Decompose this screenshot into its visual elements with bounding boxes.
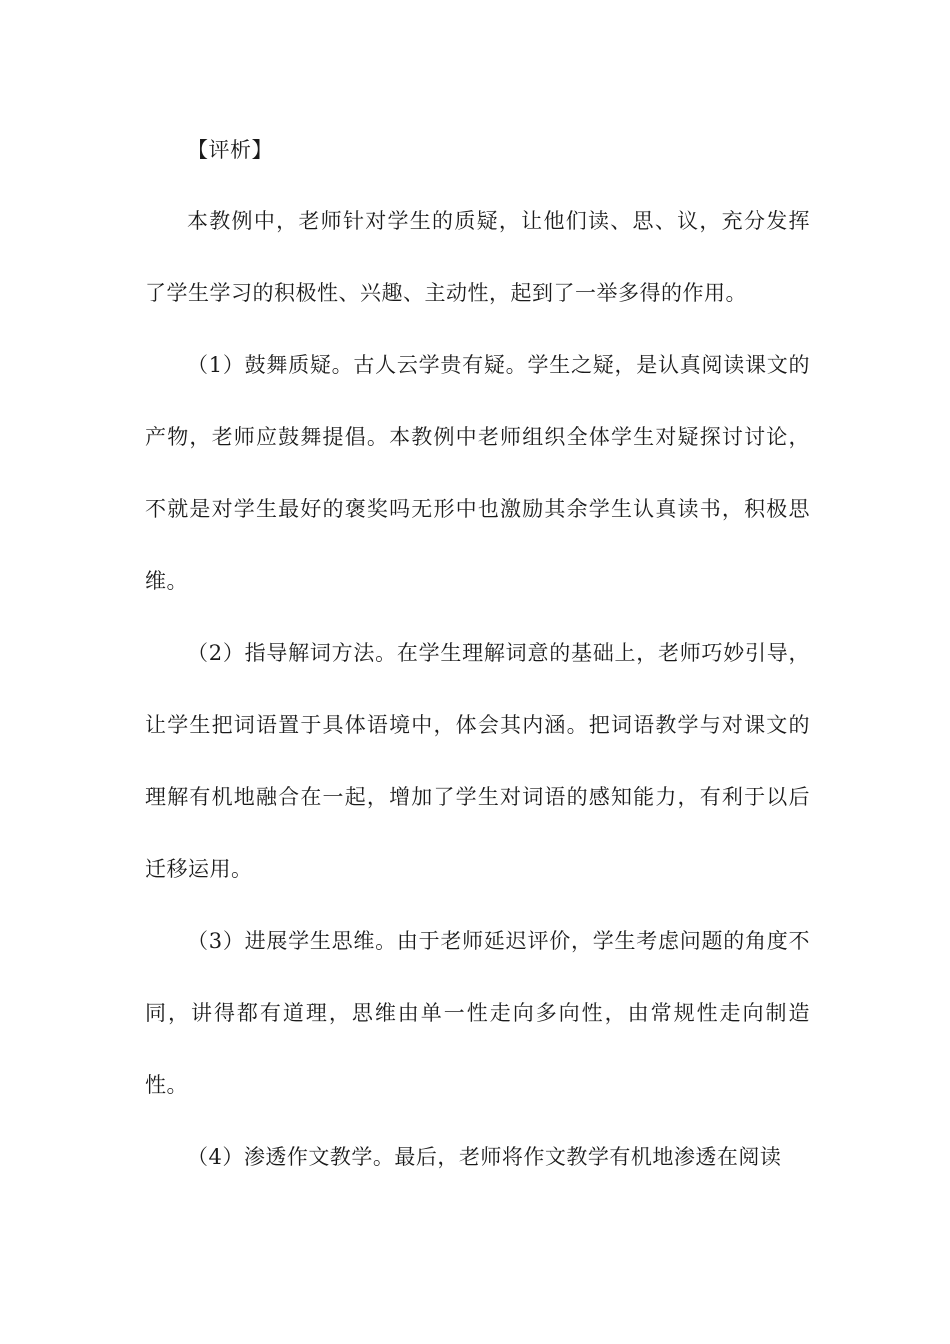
paragraph-intro: 本教例中，老师针对学生的质疑，让他们读、思、议，充分发挥了学生学习的积极性、兴趣、主动性，起到了一举多得的作用。 [145,209,810,305]
paragraph-point-2: （2）指导解词方法。在学生理解词意的基础上，老师巧妙引导，让学生把词语置于具体语境中，体会其内涵。把词语教学与对课文的理解有机地融合在一起，增加了学生对词语的感知能力，有利于以后迁移运用。 [145,641,810,881]
section-heading: 【评析】 [187,138,273,162]
document-body [145,128,810,1193]
paragraph-point-4: （4）渗透作文教学。最后，老师将作文教学有机地渗透在阅读 [187,1145,782,1169]
paragraph-point-1: （1）鼓舞质疑。古人云学贵有疑。学生之疑，是认真阅读课文的产物，老师应鼓舞提倡。本教例中老师组织全体学生对疑探讨讨论，不就是对学生最好的褒奖吗无形中也激励其余学生认真读书，积极思维。 [145,353,810,593]
paragraph-point-3: （3）进展学生思维。由于老师延迟评价，学生考虑问题的角度不同，讲得都有道理，思维由单一性走向多向性，由常规性走向制造性。 [145,929,810,1097]
